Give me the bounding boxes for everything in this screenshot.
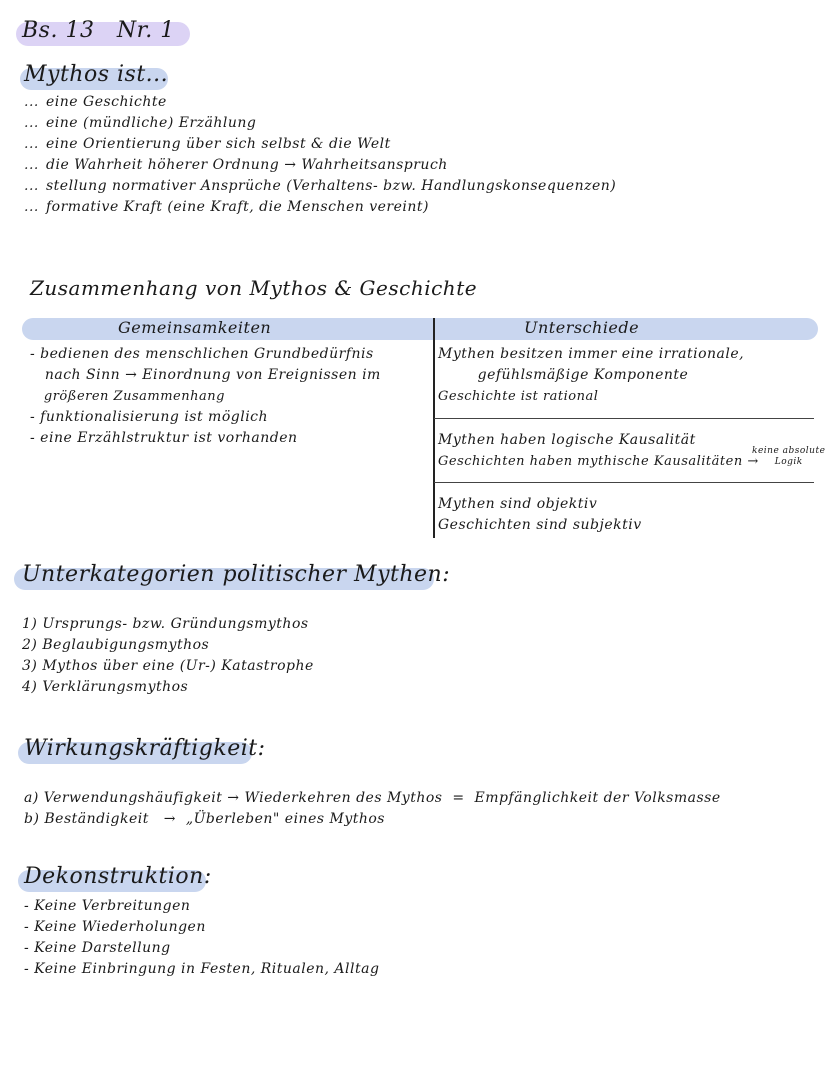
list-item: - Keine Darstellung [24, 940, 171, 956]
unterkategorien-list [22, 614, 314, 698]
mythos-heading: Mythos ist... [24, 62, 169, 87]
table-line: nach Sinn → Einordnung von Ereignissen im [30, 367, 381, 383]
dekonstruktion-list [24, 896, 379, 980]
table-line: Geschichten sind subjektiv [438, 517, 642, 533]
list-item: b) Beständigkeit → „Überleben" eines Mythos [24, 811, 385, 827]
table-left-cell [30, 344, 381, 449]
list-item: a) Verwendungshäufigkeit → Wiederkehren des Mythos = Empfänglichkeit der Volksmasse [24, 790, 721, 806]
table-note: keine absolute Logik [752, 446, 826, 467]
table-line: Mythen sind objektiv [438, 496, 598, 512]
list-item: 4) Verklärungsmythos [22, 679, 189, 695]
table-divider [433, 318, 435, 538]
list-item: 3) Mythos über eine (Ur-) Katastrophe [22, 658, 314, 674]
zusammenhang-heading: Zusammenhang von Mythos & Geschichte [30, 276, 478, 300]
table-line: Mythen haben logische Kausalität [438, 432, 696, 448]
list-item: ... stellung normativer Ansprüche (Verhaltens- bzw. Handlungskonsequenzen) [24, 178, 617, 194]
list-item: - Keine Einbringung in Festen, Ritualen, Alltag [24, 961, 380, 977]
table-line: größeren Zusammenhang [30, 389, 225, 404]
unterkategorien-heading: Unterkategorien politischer Mythen: [22, 562, 451, 587]
list-item: 2) Beglaubigungsmythos [22, 637, 210, 653]
list-item: - Keine Verbreitungen [24, 898, 191, 914]
table-line: gefühlsmäßige Komponente [438, 367, 689, 383]
list-item: ... eine Geschichte [24, 94, 167, 110]
table-right-block-1 [438, 344, 744, 407]
table-row-divider [434, 418, 814, 419]
table-col-right-header: Unterschiede [524, 318, 640, 337]
wirkung-list [24, 788, 721, 830]
wirkung-heading: Wirkungskräftigkeit: [24, 736, 266, 761]
list-item: ... eine Orientierung über sich selbst & die Welt [24, 136, 391, 152]
table-line: - bedienen des menschlichen Grundbedürfnis [30, 346, 374, 362]
table-line: Mythen besitzen immer eine irrationale, [438, 346, 745, 362]
table-right-block-2 [438, 430, 759, 472]
table-row-divider [434, 482, 814, 483]
page-header: Bs. 13 Nr. 1 [22, 18, 175, 43]
table-line: Geschichten haben mythische Kausalitäten → [438, 454, 759, 469]
list-item: 1) Ursprungs- bzw. Gründungsmythos [22, 616, 309, 632]
table-right-block-3 [438, 494, 642, 536]
table-col-left-header: Gemeinsamkeiten [118, 318, 272, 337]
table-line: Geschichte ist rational [438, 389, 599, 404]
table-line: - funktionalisierung ist möglich [30, 409, 269, 425]
list-item: ... formative Kraft (eine Kraft, die Menschen vereint) [24, 199, 429, 215]
list-item: - Keine Wiederholungen [24, 919, 206, 935]
list-item: ... eine (mündliche) Erzählung [24, 115, 257, 131]
list-item: ... die Wahrheit höherer Ordnung → Wahrheitsanspruch [24, 157, 448, 173]
dekonstruktion-heading: Dekonstruktion: [24, 864, 212, 889]
table-line: - eine Erzählstruktur ist vorhanden [30, 430, 298, 446]
mythos-list [24, 92, 616, 218]
